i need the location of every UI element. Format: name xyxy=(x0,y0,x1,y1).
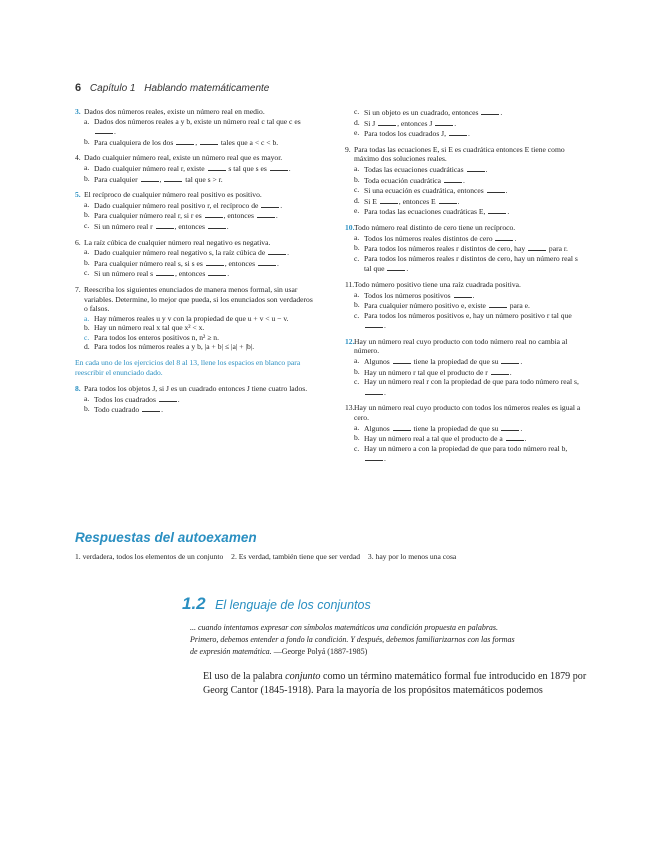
exercise-number: 10. xyxy=(345,222,355,232)
exercise xyxy=(345,403,585,464)
exercise-item xyxy=(354,128,585,139)
exercise xyxy=(345,107,585,139)
item-letter: c. xyxy=(354,107,360,116)
exercise-stem: Reescriba los siguientes enunciados de manera menos formal, sin usar variables. Determine, lo mejor que pueda, si los enunciados son verdaderos o falsos. xyxy=(84,284,313,314)
item-letter: b. xyxy=(84,257,90,267)
item-text: Todas las ecuaciones cuadráticas . xyxy=(364,164,488,174)
answer-blank[interactable] xyxy=(528,243,546,251)
exercise-item xyxy=(84,314,315,324)
exercise-item xyxy=(354,377,585,397)
exercise-item xyxy=(84,258,315,269)
answer-blank[interactable] xyxy=(159,394,177,402)
item-letter: b. xyxy=(84,136,90,146)
exercise-stem: Hay un número real cuyo producto con todos los números reales es igual a cero. xyxy=(354,403,581,423)
self-test-answer: 1. verdadera, todos los elementos de un conjunto xyxy=(75,552,224,561)
body-term: conjunto xyxy=(285,671,321,682)
answer-blank[interactable] xyxy=(489,300,507,308)
answer-blank[interactable] xyxy=(176,137,194,145)
exercise xyxy=(345,145,585,217)
item-letter: b. xyxy=(354,300,360,310)
exercise-item xyxy=(354,233,585,244)
item-text: Todo cuadrado . xyxy=(94,405,164,415)
item-text: Para todos los números positivos e, hay un número positivo r tal que . xyxy=(364,310,572,331)
exercise xyxy=(75,384,315,415)
exercise-number: 13. xyxy=(345,403,355,413)
exercise-group-8-13 xyxy=(345,107,585,464)
body-paragraph xyxy=(203,670,593,698)
exercise-item xyxy=(84,200,315,211)
exercise-item xyxy=(354,300,585,311)
answer-blank[interactable] xyxy=(444,175,462,183)
body-text-start: El uso de la palabra xyxy=(203,671,286,682)
item-text: Algunos tiene la propiedad de que su . xyxy=(364,357,523,367)
item-text: Si un número real s , entonces . xyxy=(94,269,230,279)
epigraph-text: ... cuando intentamos expresar con símbolos matemáticos una condición propuesta en palabras. Primero, debemos entender a fondo la condición. Y después, debemos familiarizarnos con las formas de expresión matemática. xyxy=(190,623,515,657)
item-text: Si un número real r , entonces . xyxy=(94,221,229,231)
exercise-item xyxy=(84,163,315,174)
answer-blank[interactable] xyxy=(365,387,383,395)
exercise-group-3-7 xyxy=(75,107,315,352)
item-text: Para cualquier número real r, si r es , entonces . xyxy=(94,211,278,221)
answer-blank[interactable] xyxy=(380,196,398,204)
exercise-item xyxy=(354,206,585,217)
epigraph xyxy=(190,622,520,659)
self-test-answer: 3. hay por lo menos una cosa xyxy=(367,552,457,561)
answer-blank[interactable] xyxy=(270,163,288,171)
item-letter: a. xyxy=(84,199,90,209)
exercise-number: 9. xyxy=(345,144,351,154)
item-text: Dado cualquier número real r, existe s tal que s es . xyxy=(94,163,291,173)
exercise-number: 4. xyxy=(75,153,81,163)
answer-blank[interactable] xyxy=(156,268,174,276)
exercise-number: 5. xyxy=(75,190,81,200)
exercise-number: 12. xyxy=(345,336,355,346)
item-letter: d. xyxy=(84,342,90,352)
exercise-stem: Dado cualquier número real, existe un número real que es mayor. xyxy=(84,153,283,163)
item-text: Dado cualquier número real positivo r, el recíproco de . xyxy=(94,200,283,210)
item-text: Hay números reales u y v con la propiedad de que u + v < u − v. xyxy=(94,313,289,323)
item-letter: b. xyxy=(84,173,90,183)
exercise-item xyxy=(354,185,585,196)
exercise xyxy=(75,190,315,231)
item-letter: a. xyxy=(84,116,90,126)
item-letter: a. xyxy=(84,393,90,403)
self-test-title: Respuestas del autoexamen xyxy=(75,530,257,545)
exercise-item xyxy=(354,243,585,254)
exercise-item xyxy=(354,367,585,378)
exercise-item xyxy=(354,196,585,207)
answer-blank[interactable] xyxy=(365,320,383,328)
item-text: Para cualquier número positivo e, existe para e. xyxy=(364,301,530,311)
answer-blank[interactable] xyxy=(257,210,275,218)
running-header xyxy=(75,82,269,94)
item-letter: b. xyxy=(354,243,360,253)
exercise-number: 3. xyxy=(75,107,81,116)
exercise-number: 8. xyxy=(75,384,81,394)
exercise-item xyxy=(354,107,585,118)
item-text: Todos los cuadrados . xyxy=(94,394,180,404)
item-letter: c. xyxy=(84,268,90,278)
answer-blank[interactable] xyxy=(164,174,182,182)
answer-blank[interactable] xyxy=(501,423,519,431)
answer-blank[interactable] xyxy=(156,221,174,229)
item-letter: c. xyxy=(84,332,90,342)
exercise-stem: La raíz cúbica de cualquier número real negativo es negativa. xyxy=(84,237,271,247)
instruction-text: En cada uno de los ejercicios del 8 al 13, llene los espacios en blanco para reescribir el enunciado dado. xyxy=(75,358,301,377)
item-text: Hay un número a con la propiedad de que para todo número real b, . xyxy=(364,443,568,464)
item-text: Si E , entonces E . xyxy=(364,196,460,206)
item-letter: a. xyxy=(84,162,90,172)
item-text: Dados dos números reales a y b, existe un número real c tal que c es . xyxy=(94,116,301,137)
exercise-item xyxy=(354,433,585,444)
exercise-items xyxy=(354,233,585,274)
exercise-stem: Dados dos números reales, existe un número real en medio. xyxy=(84,107,265,116)
section-heading xyxy=(182,594,371,614)
exercise-stem: Todo número real distinto de cero tiene un recíproco. xyxy=(354,222,516,232)
item-letter: b. xyxy=(354,433,360,443)
item-text: Para cualquier número real s, si s es , entonces . xyxy=(94,258,279,268)
answer-blank[interactable] xyxy=(208,163,226,171)
item-text: Hay un número real a tal que el producto de a . xyxy=(364,434,527,444)
exercise xyxy=(75,238,315,279)
answer-blank[interactable] xyxy=(378,118,396,126)
answer-blank[interactable] xyxy=(365,453,383,461)
answer-blank[interactable] xyxy=(467,164,485,172)
answer-blank[interactable] xyxy=(491,367,509,375)
answer-blank[interactable] xyxy=(208,268,226,276)
item-text: Para todos los enteros positivos n, n² ≥ n. xyxy=(94,332,219,342)
item-letter: c. xyxy=(354,185,360,195)
epigraph-attribution: —George Polyá (1887-1985) xyxy=(273,647,368,657)
exercise-item xyxy=(84,117,315,137)
exercise-number: 6. xyxy=(75,237,81,247)
exercise-items xyxy=(354,290,585,331)
body-text-rest: como un término matemático formal fue introducido en 1879 por Georg Cantor (1845-1918). Para la mayoría de los propósitos matemáticos podemos xyxy=(203,671,587,696)
exercise-item xyxy=(84,342,315,352)
exercise-item xyxy=(354,254,585,274)
exercise-item xyxy=(354,118,585,129)
exercise-items xyxy=(354,356,585,397)
chapter-label: Capítulo 1 xyxy=(89,83,136,94)
exercise-item xyxy=(84,268,315,279)
exercise-stem: Hay un número real cuyo producto con todo número real no cambia al número. xyxy=(354,336,568,356)
exercise xyxy=(75,107,315,147)
answer-blank[interactable] xyxy=(495,233,513,241)
item-letter: b. xyxy=(84,210,90,220)
exercise-item xyxy=(354,356,585,367)
exercise xyxy=(345,337,585,398)
exercise-item xyxy=(354,290,585,301)
item-letter: a. xyxy=(354,356,360,366)
item-text: Si una ecuación es cuadrática, entonces . xyxy=(364,186,508,196)
item-letter: a. xyxy=(354,422,360,432)
exercise xyxy=(75,285,315,352)
answer-blank[interactable] xyxy=(506,433,524,441)
item-text: Hay un número r tal que el producto de r . xyxy=(364,367,512,377)
item-letter: e. xyxy=(354,128,360,138)
exercise-items xyxy=(84,314,315,352)
exercise-item xyxy=(354,175,585,186)
exercise-item xyxy=(84,323,315,333)
answer-blank[interactable] xyxy=(205,210,223,218)
exercise-items xyxy=(84,117,315,148)
answer-blank[interactable] xyxy=(449,128,467,136)
exercise-items xyxy=(84,200,315,232)
exercise-item xyxy=(84,137,315,148)
exercise-group-8 xyxy=(75,384,315,415)
exercise-item xyxy=(84,394,315,405)
item-text: Dado cualquier número real negativo s, la raíz cúbica de . xyxy=(94,248,290,258)
right-column xyxy=(345,107,585,470)
answer-blank[interactable] xyxy=(142,404,160,412)
item-text: Para todos los números reales r distintos de cero, hay para r. xyxy=(364,244,568,254)
item-text: Para todos los números reales r distintos de cero, hay un número real s tal que . xyxy=(364,253,578,274)
section-number: 1.2 xyxy=(182,594,206,613)
item-text: Todos los números positivos . xyxy=(364,290,475,300)
answer-blank[interactable] xyxy=(208,221,226,229)
item-text: Hay un número real x tal que x² < x. xyxy=(94,323,205,333)
item-letter: a. xyxy=(354,163,360,173)
exercise-items xyxy=(354,164,585,217)
item-letter: e. xyxy=(354,206,360,216)
exercise xyxy=(345,280,585,331)
exercise-items xyxy=(354,423,585,464)
self-test-answers xyxy=(75,552,595,561)
answer-blank[interactable] xyxy=(435,118,453,126)
exercise-item xyxy=(84,247,315,258)
answer-blank[interactable] xyxy=(200,137,218,145)
item-letter: a. xyxy=(354,232,360,242)
item-letter: b. xyxy=(84,323,90,333)
item-text: Para todos los números reales a y b, |a + b| ≤ |a| + |b|. xyxy=(94,342,255,352)
exercise-items xyxy=(354,107,585,139)
answer-blank[interactable] xyxy=(268,247,286,255)
item-text: Si J , entonces J . xyxy=(364,118,457,128)
answer-blank[interactable] xyxy=(488,206,506,214)
exercise-item xyxy=(84,221,315,232)
answer-blank[interactable] xyxy=(258,258,276,266)
item-letter: c. xyxy=(354,253,360,263)
answer-blank[interactable] xyxy=(393,356,411,364)
answer-blank[interactable] xyxy=(393,423,411,431)
item-letter: d. xyxy=(354,195,360,205)
exercise-item xyxy=(354,311,585,331)
exercise-item xyxy=(84,174,315,185)
item-letter: a. xyxy=(84,313,90,323)
exercise-item xyxy=(84,210,315,221)
item-text: Para cualquier , tal que s > r. xyxy=(94,174,223,184)
item-text: Si un objeto es un cuadrado, entonces . xyxy=(364,108,503,117)
exercise-stem: Para todas las ecuaciones E, si E es cuadrática entonces E tiene como máximo dos soluciones reales. xyxy=(354,144,565,164)
item-letter: b. xyxy=(354,174,360,184)
exercise-number: 11. xyxy=(345,279,355,289)
answer-blank[interactable] xyxy=(487,185,505,193)
answer-blank[interactable] xyxy=(387,263,405,271)
item-text: Todos los números reales distintos de cero . xyxy=(364,233,517,243)
exercise-stem: Para todos los objetos J, si J es un cuadrado entonces J tiene cuatro lados. xyxy=(84,384,308,394)
exercise-item xyxy=(84,333,315,343)
item-letter: c. xyxy=(354,377,360,387)
answer-blank[interactable] xyxy=(261,200,279,208)
exercise-items xyxy=(84,163,315,184)
exercise-item xyxy=(84,404,315,415)
left-column xyxy=(75,107,315,421)
exercise-item xyxy=(354,423,585,434)
exercise-number: 7. xyxy=(75,284,81,294)
exercise-item xyxy=(354,444,585,464)
item-letter: c. xyxy=(354,443,360,453)
answer-blank[interactable] xyxy=(141,174,159,182)
page-number: 6 xyxy=(75,82,82,94)
answer-blank[interactable] xyxy=(481,107,499,115)
answer-blank[interactable] xyxy=(501,356,519,364)
answer-blank[interactable] xyxy=(95,126,113,134)
item-letter: b. xyxy=(84,404,90,414)
self-test-answer: 2. Es verdad, también tiene que ser verdad xyxy=(231,552,361,561)
item-text: Para todas las ecuaciones cuadráticas E, . xyxy=(364,207,510,217)
item-letter: d. xyxy=(354,117,360,127)
item-text: Algunos tiene la propiedad de que su . xyxy=(364,423,523,433)
item-letter: b. xyxy=(354,366,360,376)
exercise-items xyxy=(84,247,315,279)
exercise xyxy=(345,223,585,274)
answer-blank[interactable] xyxy=(439,196,457,204)
section-title: El lenguaje de los conjuntos xyxy=(215,598,371,612)
exercise xyxy=(75,153,315,184)
answer-blank[interactable] xyxy=(454,290,472,298)
item-letter: c. xyxy=(354,310,360,320)
item-letter: c. xyxy=(84,220,90,230)
answer-blank[interactable] xyxy=(206,258,224,266)
item-letter: a. xyxy=(354,289,360,299)
item-text: Hay un número real r con la propiedad de que para todo número real s, . xyxy=(364,377,579,397)
exercise-items xyxy=(84,394,315,415)
item-text: Toda ecuación cuadrática . xyxy=(364,175,465,185)
chapter-title: Hablando matemáticamente xyxy=(144,83,270,94)
exercise-stem: El recíproco de cualquier número real positivo es positivo. xyxy=(84,190,262,200)
exercise-item xyxy=(354,164,585,175)
item-text: Para cualquiera de los dos , tales que a < c < b. xyxy=(94,137,279,147)
exercise-stem: Todo número positivo tiene una raíz cuadrada positiva. xyxy=(354,279,521,289)
item-letter: a. xyxy=(84,247,90,257)
item-text: Para todos los cuadrados J, . xyxy=(364,129,470,139)
